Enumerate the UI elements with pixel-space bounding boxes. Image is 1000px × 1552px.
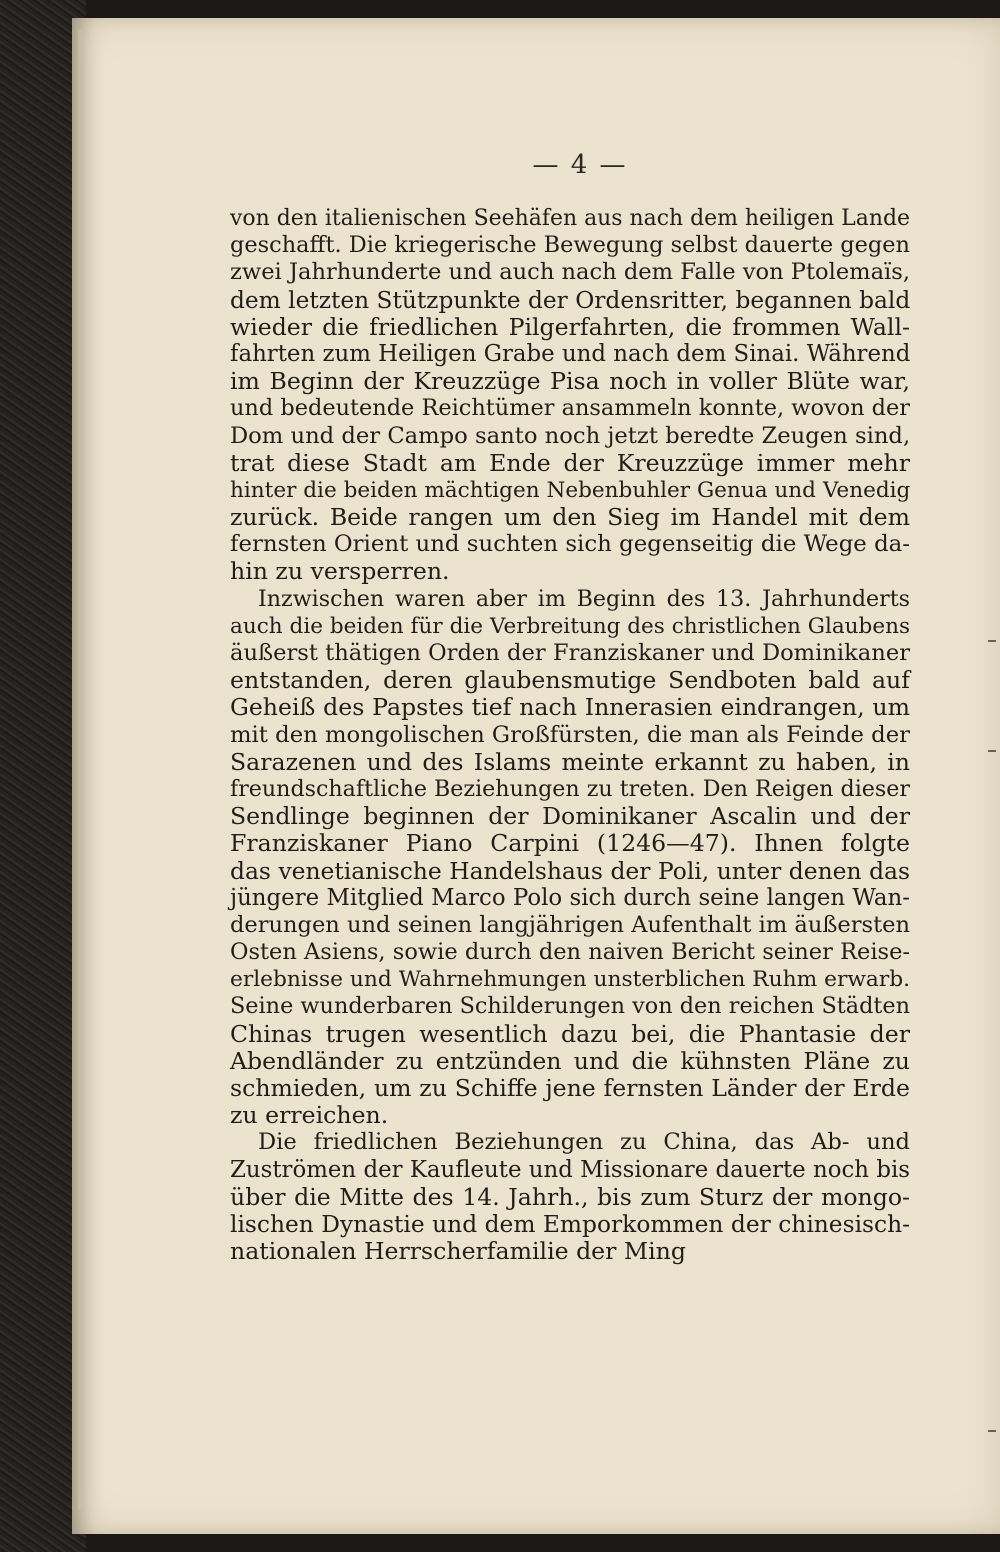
text-line: zwei Jahrhunderte und auch nach dem Falle von Ptolemaïs, bbox=[230, 259, 910, 286]
page-number: — 4 — bbox=[532, 150, 628, 180]
text-line: Inzwischen waren aber im Beginn des 13. Jahrhunderts bbox=[258, 585, 910, 612]
margin-mark bbox=[988, 640, 996, 642]
text-line: dem letzten Stützpunkte der Ordensritter, begannen bald bbox=[230, 286, 911, 314]
text-line: schmieden, um zu Schiffe jene fernsten Länder der Erde bbox=[230, 1074, 910, 1102]
body-text bbox=[230, 205, 910, 1265]
text-line: derungen und seinen langjährigen Aufenthalt im äußersten bbox=[230, 911, 910, 938]
margin-mark bbox=[988, 750, 996, 752]
text-line: Sarazenen und des Islams meinte erkannt zu haben, in bbox=[230, 747, 910, 776]
text-line: freundschaftliche Beziehungen zu treten. Den Reigen dieser bbox=[230, 775, 910, 802]
text-line: Osten Asiens, sowie durch den naiven Bericht seiner Reise- bbox=[230, 939, 910, 966]
text-line: Seine wunderbaren Schilderungen von den reichen Städten bbox=[230, 993, 910, 1020]
text-line: Franziskaner Piano Carpini (1246—47). Ihnen folgte bbox=[230, 829, 910, 858]
text-line: hinter die beiden mächtigen Nebenbuhler Genua und Venedig bbox=[230, 477, 911, 503]
text-line: äußerst thätigen Orden der Franziskaner und Dominikaner bbox=[230, 640, 910, 666]
text-line: erlebnisse und Wahrnehmungen unsterblichen Ruhm erwarb. bbox=[230, 967, 911, 993]
text-line: entstanden, deren glaubensmutige Sendboten bald auf bbox=[230, 666, 910, 695]
text-line: Abendländer zu entzünden und die kühnsten Pläne zu bbox=[230, 1046, 910, 1075]
text-line: geschafft. Die kriegerische Bewegung selbst dauerte gegen bbox=[230, 232, 910, 259]
text-line: mit den mongolischen Großfürsten, die man als Feinde der bbox=[230, 721, 911, 748]
paragraph bbox=[230, 1129, 910, 1265]
text-line: über die Mitte des 14. Jahrh., bis zum Sturz der mongo- bbox=[230, 1182, 910, 1211]
text-line: von den italienischen Seehäfen aus nach dem heiligen Lande bbox=[230, 206, 910, 231]
text-line: jüngere Mitglied Marco Polo sich durch seine langen Wan- bbox=[230, 884, 910, 911]
text-line: Geheiß des Papstes tief nach Innerasien eindrangen, um bbox=[230, 693, 910, 722]
text-line: Die friedlichen Beziehungen zu China, das Ab- und bbox=[258, 1129, 910, 1156]
text-line: hin zu versperren. bbox=[230, 557, 450, 586]
text-line: wieder die friedlichen Pilgerfahrten, die frommen Wall- bbox=[230, 312, 910, 341]
paragraph bbox=[230, 586, 910, 1130]
text-line: das venetianische Handelshaus der Poli, unter denen das bbox=[230, 856, 910, 885]
text-line: und bedeutende Reichtümer ansammeln konnte, wovon der bbox=[230, 395, 910, 422]
text-line: Zuströmen der Kaufleute und Missionare dauerte noch bis bbox=[230, 1156, 910, 1183]
text-line: zurück. Beide rangen um den Sieg im Handel mit dem bbox=[230, 503, 910, 532]
text-line: lischen Dynastie und dem Emporkommen der chinesisch- bbox=[230, 1209, 910, 1238]
text-line: Chinas trugen wesentlich dazu bei, die Phantasie der bbox=[230, 1019, 910, 1048]
margin-mark bbox=[988, 1430, 996, 1432]
text-line: im Beginn der Kreuzzüge Pisa noch in voller Blüte war, bbox=[230, 367, 910, 396]
text-line: zu erreichen. bbox=[230, 1101, 389, 1130]
text-line: fernsten Orient und suchten sich gegenseitig die Wege da- bbox=[230, 531, 911, 558]
page-gutter-edge bbox=[78, 30, 82, 1510]
text-line: Sendlinge beginnen der Dominikaner Ascalin und der bbox=[230, 802, 910, 831]
paragraph bbox=[230, 205, 910, 586]
text-line: trat diese Stadt am Ende der Kreuzzüge immer mehr bbox=[230, 448, 910, 477]
text-line: auch die beiden für die Verbreitung des christlichen Glaubens bbox=[230, 613, 910, 639]
text-line: nationalen Herrscherfamilie der Ming bbox=[230, 1237, 686, 1266]
text-line: fahrten zum Heiligen Grabe und nach dem Sinai. Während bbox=[230, 340, 911, 367]
text-line: Dom und der Campo santo noch jetzt beredte Zeugen sind, bbox=[230, 422, 911, 449]
